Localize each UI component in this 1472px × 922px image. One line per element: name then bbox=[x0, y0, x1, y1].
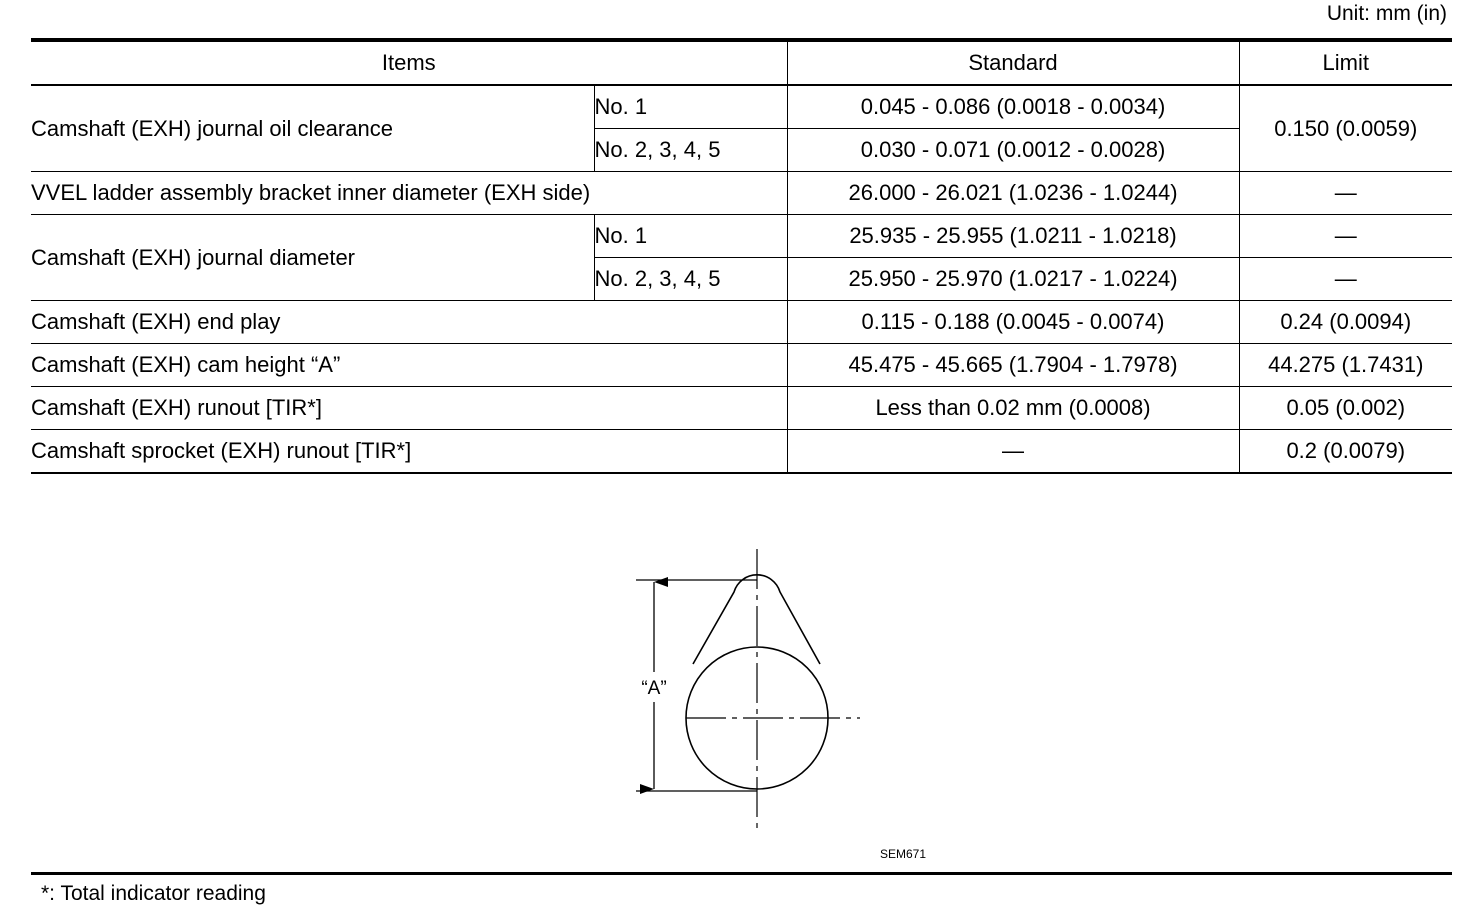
standard-value: Less than 0.02 mm (0.0008) bbox=[787, 387, 1239, 430]
cam-height-diagram bbox=[620, 545, 870, 835]
standard-value: — bbox=[787, 430, 1239, 474]
standard-value: 25.950 - 25.970 (1.0217 - 1.0224) bbox=[787, 258, 1239, 301]
table-row bbox=[31, 215, 1452, 258]
item-sprocket-runout: Camshaft sprocket (EXH) runout [TIR*] bbox=[31, 430, 787, 474]
standard-value: 0.115 - 0.188 (0.0045 - 0.0074) bbox=[787, 301, 1239, 344]
limit-value: — bbox=[1239, 258, 1452, 301]
standard-value: 0.030 - 0.071 (0.0012 - 0.0028) bbox=[787, 129, 1239, 172]
table-row bbox=[31, 344, 1452, 387]
item-oil-clearance: Camshaft (EXH) journal oil clearance bbox=[31, 85, 594, 172]
header-standard: Standard bbox=[787, 40, 1239, 85]
standard-value: 26.000 - 26.021 (1.0236 - 1.0244) bbox=[787, 172, 1239, 215]
item-journal-diameter: Camshaft (EXH) journal diameter bbox=[31, 215, 594, 301]
limit-value: 44.275 (1.7431) bbox=[1239, 344, 1452, 387]
header-row bbox=[31, 40, 1452, 85]
camshaft-spec-table bbox=[31, 38, 1452, 474]
table-row bbox=[31, 387, 1452, 430]
header-limit: Limit bbox=[1239, 40, 1452, 85]
standard-value: 0.045 - 0.086 (0.0018 - 0.0034) bbox=[787, 85, 1239, 129]
limit-value: — bbox=[1239, 172, 1452, 215]
sub-item: No. 1 bbox=[594, 85, 787, 129]
limit-value: 0.150 (0.0059) bbox=[1239, 85, 1452, 172]
header-items: Items bbox=[31, 40, 787, 85]
footnote: *: Total indicator reading bbox=[41, 882, 266, 905]
standard-value: 25.935 - 25.955 (1.0211 - 1.0218) bbox=[787, 215, 1239, 258]
sub-item: No. 2, 3, 4, 5 bbox=[594, 258, 787, 301]
table-row bbox=[31, 85, 1452, 129]
item-bracket-diameter: VVEL ladder assembly bracket inner diameter (EXH side) bbox=[31, 172, 787, 215]
item-runout: Camshaft (EXH) runout [TIR*] bbox=[31, 387, 787, 430]
item-end-play: Camshaft (EXH) end play bbox=[31, 301, 787, 344]
item-cam-height: Camshaft (EXH) cam height “A” bbox=[31, 344, 787, 387]
standard-value: 45.475 - 45.665 (1.7904 - 1.7978) bbox=[787, 344, 1239, 387]
limit-value: 0.05 (0.002) bbox=[1239, 387, 1452, 430]
limit-value: 0.24 (0.0094) bbox=[1239, 301, 1452, 344]
limit-value: 0.2 (0.0079) bbox=[1239, 430, 1452, 474]
sub-item: No. 1 bbox=[594, 215, 787, 258]
limit-value: — bbox=[1239, 215, 1452, 258]
table-row bbox=[31, 430, 1452, 474]
sub-item: No. 2, 3, 4, 5 bbox=[594, 129, 787, 172]
table-row bbox=[31, 301, 1452, 344]
table-row bbox=[31, 172, 1452, 215]
unit-label: Unit: mm (in) bbox=[1326, 2, 1447, 25]
bottom-rule bbox=[31, 872, 1452, 875]
dimension-label: “A” bbox=[641, 678, 667, 699]
figure-code: SEM671 bbox=[880, 847, 927, 861]
